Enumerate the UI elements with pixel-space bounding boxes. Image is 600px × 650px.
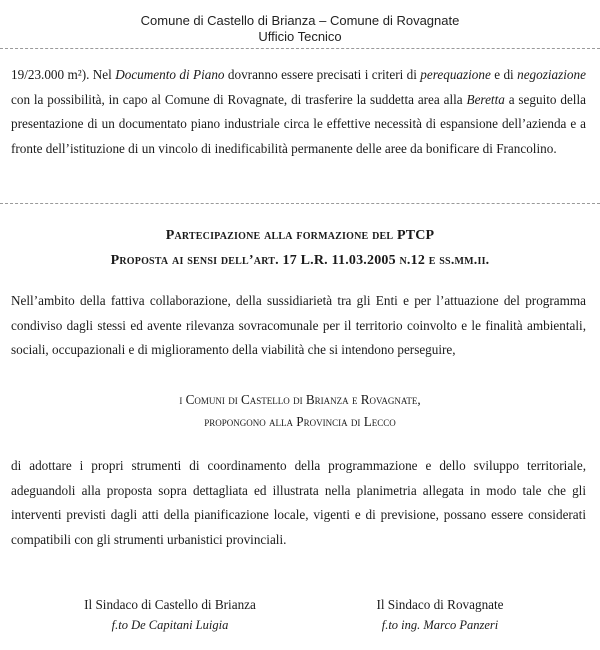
signature-castello (70, 595, 270, 635)
text-run: a seguito della (504, 91, 586, 107)
proposal-recipient: propongono alla Provincia di Lecco (204, 414, 396, 429)
proposal-line-4: compatibili con gli strumenti urbanistici provinciali. (11, 531, 287, 547)
text-run-italic: perequazione (420, 67, 491, 82)
text-run: dovranno essere precisati i criteri di (224, 67, 421, 82)
header-municipalities: Comune di Castello di Brianza – Comune di Rovagnate (140, 13, 460, 28)
intro-paragraph (11, 63, 586, 161)
signature-title: Il Sindaco di Rovagnate (376, 597, 504, 612)
context-paragraph (11, 289, 586, 363)
proposal-line-1: di adottare i propri strumenti di coordinamento della programmazione e dello sviluppo territoriale, (11, 458, 586, 473)
signature-name: f.to ing. Marco Panzeri (381, 618, 499, 632)
intro-line-1 (11, 63, 586, 88)
document-header (0, 13, 600, 45)
section-title: Partecipazione alla formazione del PTCP (165, 228, 435, 243)
header-divider (0, 48, 600, 49)
proposal-line-2: adeguandoli alla proposta sopra dettagliata ed illustrata nella planimetria allegata in modo tale che gli (11, 482, 586, 498)
text-run: 19/23.000 m²). Nel (11, 67, 116, 82)
context-line-2: condiviso dagli stessi ed avente rilevanza sovracomunale per il territorio coinvolto e le finalità ambientali, (11, 317, 586, 333)
intro-line-3: presentazione di un documentato piano industriale circa le effettive necessità di espansione dell’azienda e a (11, 116, 586, 131)
text-run-italic: Beretta (466, 91, 505, 107)
text-run: con la possibilità, in capo al Comune di Rovagnate, di trasferire la suddetta area alla (11, 91, 467, 107)
text-run: e di (490, 67, 518, 82)
context-line-3: sociali, occupazionali e di miglioramento della viabilità che si intendono perseguire, (11, 342, 456, 357)
intro-line-4: fronte dell’istituzione di un vincolo di inedificabilità permanente delle aree da bonificare di Francolino. (11, 140, 557, 156)
proposing-municipalities: i Comuni di Castello di Brianza e Rovagnate, (179, 392, 421, 407)
context-line-1: Nell’ambito della fattiva collaborazione, della sussidiarietà tra gli Enti e per l’attuazione del programma (11, 293, 586, 308)
section-divider (0, 203, 600, 204)
header-office: Ufficio Tecnico (258, 29, 342, 44)
intro-line-2 (11, 88, 586, 113)
signature-name: f.to De Capitani Luigia (111, 618, 229, 632)
text-run-italic: Documento di Piano (115, 67, 225, 82)
signature-title: Il Sindaco di Castello di Brianza (84, 597, 256, 612)
proposal-paragraph (11, 454, 586, 552)
text-run-italic: negoziazione (517, 67, 586, 82)
signature-rovagnate (340, 595, 540, 635)
proposal-line-3: interventi previsti dagli atti della pianificazione locale, vigenti e di previsione, possano essere considerati (11, 507, 586, 522)
section-subtitle: Proposta ai sensi dell’art. 17 L.R. 11.03.2005 n.12 e ss.mm.ii. (110, 253, 490, 268)
